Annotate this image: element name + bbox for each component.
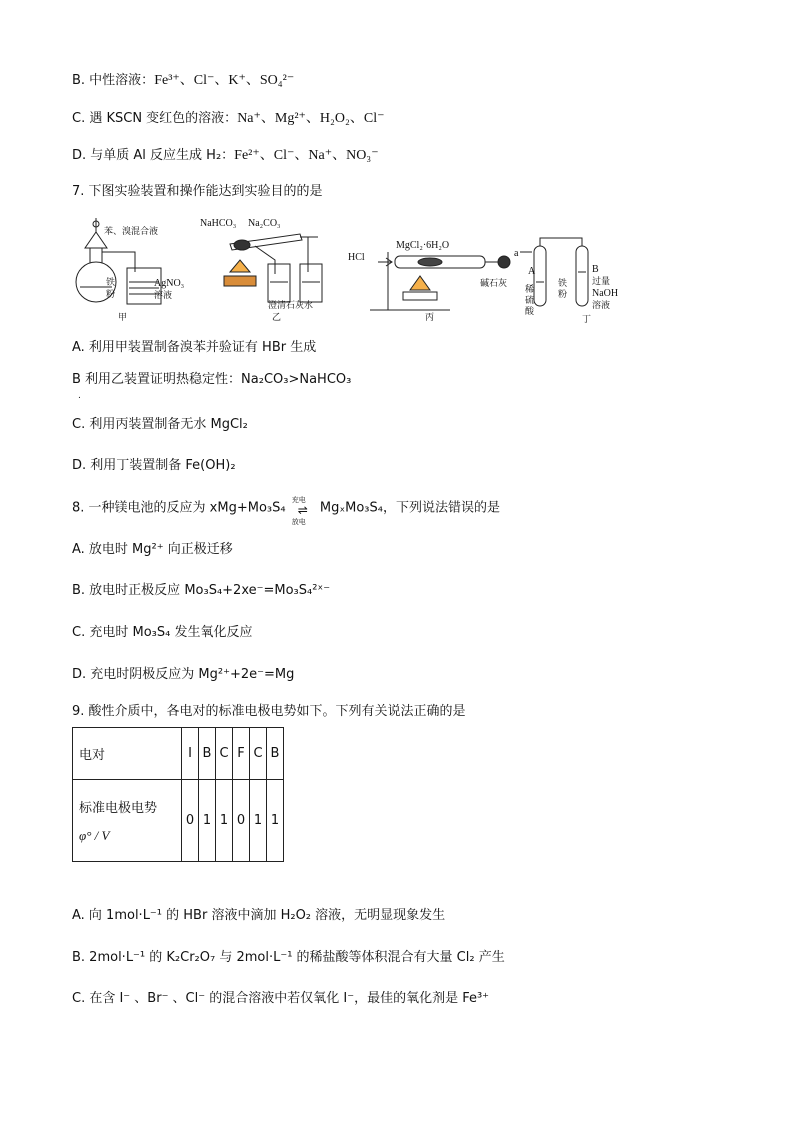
q7-option-a: A. 利用甲装置制备溴苯并验证有 HBr 生成 (72, 340, 317, 355)
q8-stem-post: MgₓMo₃S₄，下列说法错误的是 (319, 500, 500, 516)
yi-label-na2co3: Na₂CO₃ (248, 218, 281, 229)
q8-stem (72, 496, 500, 526)
q6-option-c (72, 110, 385, 128)
potential-table (72, 727, 284, 862)
ding-label-A: A (528, 266, 536, 277)
q6-option-c-ions: Na⁺、Mg²⁺、H₂O₂、Cl⁻ (237, 111, 385, 126)
yi-label-name: 乙 (272, 313, 282, 323)
arrow-label-discharge: 放电 (291, 518, 306, 526)
q9-option-c: C. 在含 I⁻ 、Br⁻ 、Cl⁻ 的混合溶液中若仅氧化 I⁻，最佳的氧化剂是 Fe³⁺ (72, 991, 490, 1006)
q6-option-d (72, 147, 379, 165)
ding-label-name: 丁 (582, 315, 592, 324)
row-label-line2: φ° / V (79, 828, 110, 843)
q9-option-b: B. 2mol·L⁻¹ 的 K₂Cr₂O₇ 与 2mol·L⁻¹ 的稀盐酸等体积混合有大量 Cl₂ 产生 (72, 950, 505, 965)
table-header-col3: C (216, 728, 233, 780)
q6-option-d-ions: Fe²⁺、Cl⁻、Na⁺、NO₃⁻ (234, 148, 379, 163)
q6-option-c-prefix: C. 遇 KSCN 变红色的溶液： (72, 111, 238, 126)
ding-label-sulfur: 硫 (525, 296, 535, 306)
q6-option-d-prefix: D. 与单质 Al 反应生成 H₂： (72, 148, 235, 163)
q7-option-c: C. 利用丙装置制备无水 MgCl₂ (72, 417, 248, 432)
table-header-col2: B (199, 728, 216, 780)
q8-stem-pre: 8. 一种镁电池的反应为 xMg+Mo₃S₄ (72, 500, 286, 516)
table-value-6: 1 (267, 780, 284, 862)
table-value-1: 0 (182, 780, 199, 862)
ding-label-B: B (592, 264, 599, 275)
jia-label-solution: 溶液 (154, 291, 173, 301)
arrow-glyph: ⇌ (297, 503, 308, 517)
q7-stem: 7. 下图实验装置和操作能达到实验目的的是 (72, 184, 323, 199)
apparatus-yi (224, 234, 322, 302)
ding-label-excess: 过量 (592, 277, 611, 287)
table-row-label (73, 780, 182, 862)
ding-label-solution: 溶液 (592, 301, 611, 311)
table-value-3: 1 (216, 780, 233, 862)
q7-option-b-dot: . (78, 391, 81, 401)
q6-option-b (72, 72, 294, 90)
bing-label-sodalime: 碱石灰 (480, 279, 508, 289)
yi-label-limewater: 澄清石灰水 (268, 301, 314, 311)
jia-label-mixture: 苯、溴混合液 (104, 227, 159, 237)
q7-option-b: B 利用乙装置证明热稳定性：Na₂CO₃>NaHCO₃ (72, 372, 352, 387)
table-row-header (73, 728, 284, 780)
q9-stem: 9. 酸性介质中，各电对的标准电极电势如下。下列有关说法正确的是 (72, 704, 466, 719)
apparatus-yi-labels (200, 218, 313, 323)
apparatus-jia-labels (104, 225, 184, 323)
table-row-values (73, 780, 284, 862)
ding-label-a: a (514, 248, 519, 259)
q7-option-d: D. 利用丁装置制备 Fe(OH)₂ (72, 458, 236, 473)
apparatus-ding-labels (514, 248, 618, 324)
q8-option-b: B. 放电时正极反应 Mo₃S₄+2xe⁻=Mo₃S₄²ˣ⁻ (72, 583, 331, 598)
row-label-line1: 标准电极电势 (79, 801, 158, 816)
table-value-4: 0 (233, 780, 250, 862)
ding-label-iron-2: 粉 (558, 290, 568, 300)
jia-label-name: 甲 (118, 313, 128, 323)
q8-option-d: D. 充电时阴极反应为 Mg²⁺+2e⁻=Mg (72, 667, 295, 682)
ding-label-iron-1: 铁 (558, 279, 568, 289)
yi-label-nahco3: NaHCO₃ (200, 218, 237, 229)
table-header-couple: 电对 (73, 728, 182, 780)
ding-label-acid: 酸 (525, 307, 535, 317)
table-header-col4: F (233, 728, 250, 780)
q8-option-c: C. 充电时 Mo₃S₄ 发生氧化反应 (72, 625, 253, 640)
table-header-col5: C (250, 728, 267, 780)
jia-label-iron-1: 铁 (106, 278, 116, 288)
table-header-col6: B (267, 728, 284, 780)
q9-option-a: A. 向 1mol·L⁻¹ 的 HBr 溶液中滴加 H₂O₂ 溶液，无明显现象发生 (72, 908, 446, 923)
table-value-2: 1 (199, 780, 216, 862)
bing-label-mgcl2: MgCl₂·6H₂O (396, 240, 450, 251)
table-value-5: 1 (250, 780, 267, 862)
arrow-label-charge: 充电 (291, 496, 306, 504)
bing-label-hcl: HCl (348, 252, 365, 263)
q6-option-b-prefix: B. 中性溶液： (72, 73, 155, 88)
jia-label-agno3: AgNO₃ (154, 278, 185, 289)
bing-label-name: 丙 (425, 313, 435, 323)
q8-option-a: A. 放电时 Mg²⁺ 向正极迁移 (72, 542, 233, 557)
jia-label-iron-2: 粉 (106, 290, 116, 300)
reversible-arrow (290, 496, 316, 526)
q6-option-b-ions: Fe³⁺、Cl⁻、K⁺、SO₄²⁻ (154, 73, 295, 88)
table-header-col1: I (182, 728, 199, 780)
apparatus-bing-labels (348, 240, 507, 323)
q7-apparatus-figure (70, 212, 630, 324)
ding-label-naoh: NaOH (592, 288, 619, 299)
ding-label-dilute: 稀 (525, 285, 535, 295)
